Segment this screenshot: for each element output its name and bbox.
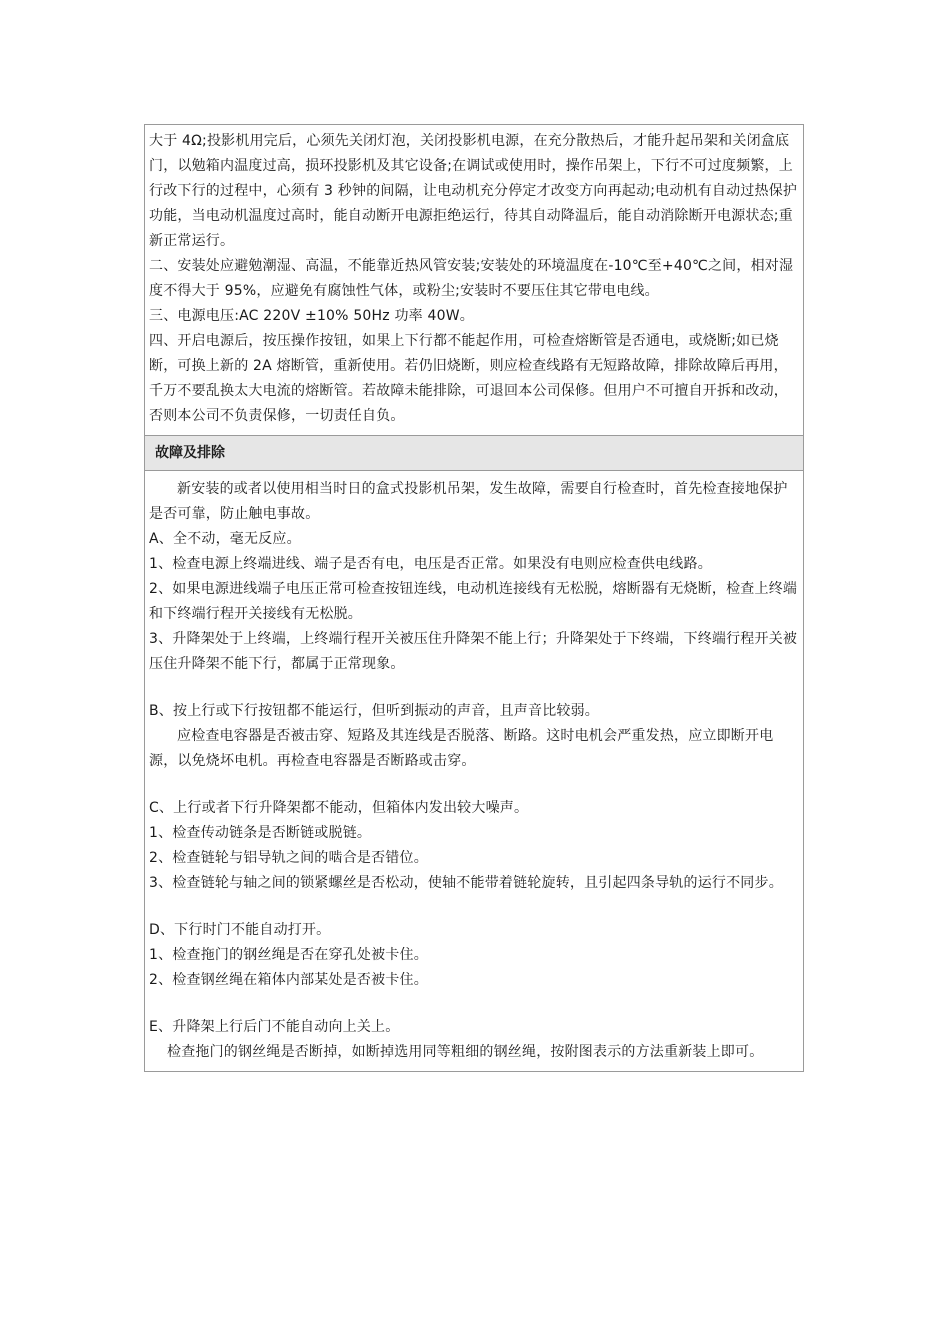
spacer [149, 677, 800, 699]
installation-notes-cell [145, 125, 803, 435]
list-item: 1、检查电源上终端进线、端子是否有电，电压是否正常。如果没有电则应检查供电线路。 [149, 556, 712, 572]
paragraph: 三、电源电压:AC 220V ±10% 50Hz 功率 40W。 [149, 308, 474, 324]
spacer [149, 774, 800, 796]
list-item: 1、检查拖门的钢丝绳是否在穿孔处被卡住。 [149, 947, 428, 963]
item-heading: E、升降架上行后门不能自动向上关上。 [149, 1019, 400, 1035]
paragraph: 检查拖门的钢丝绳是否断掉，如断掉选用同等粗细的钢丝绳，按附图表示的方法重新装上即可。 [167, 1044, 764, 1060]
paragraph: 大于 4Ω;投影机用完后，心须先关闭灯泡，关闭投影机电源，在充分散热后，才能升起吊架和关闭盒底门，以勉箱内温度过高，损环投影机及其它设备;在调试或使用时，操作吊架上，下行不可过度频繁，上行改下行的过程中，心须有 3 秒钟的间隔，让电动机充分停定才改变方向再起动;电动机有自动过热保护功能，当电动机温度过高时，能自动断开电源拒绝运行，待其自动降温后，能自动消除断开电源状态;重新正常运行。 [149, 133, 798, 249]
item-heading: D、下行时门不能自动打开。 [149, 922, 331, 938]
list-item: 2、检查链轮与铝导轨之间的啮合是否错位。 [149, 850, 428, 866]
item-heading: C、上行或者下行升降架都不能动，但箱体内发出较大噪声。 [149, 800, 529, 816]
list-item: 2、如果电源进线端子电压正常可检查按钮连线，电动机连接线有无松脱，熔断器有无烧断，检查上终端和下终端行程开关接线有无松脱。 [149, 581, 798, 622]
item-heading: B、按上行或下行按钮都不能运行，但听到振动的声音，且声音比较弱。 [149, 703, 600, 719]
document-table [144, 124, 804, 1072]
item-heading: A、全不动，毫无反应。 [149, 531, 301, 547]
list-item: 3、检查链轮与轴之间的锁紧螺丝是否松动，使轴不能带着链轮旋转，且引起四条导轨的运行不同步。 [149, 875, 783, 891]
paragraph: 应检查电容器是否被击穿、短路及其连线是否脱落、断路。这时电机会严重发热，应立即断开电源，以免烧坏电机。再检查电容器是否断路或击穿。 [149, 728, 774, 769]
paragraph: 二、安装处应避勉潮湿、高温，不能靠近热风管安装;安装处的环境温度在-10℃至+40℃之间，相对湿度不得大于 95%，应避免有腐蚀性气体，或粉尘;安装时不要压住其它带电电线。 [149, 258, 794, 299]
section-title: 故障及排除 [145, 435, 803, 471]
paragraph: 四、开启电源后，按压操作按钮，如果上下行都不能起作用，可检查熔断管是否通电，或烧断;如已烧断，可换上新的 2A 熔断管，重新使用。若仍旧烧断，则应检查线路有无短路故障，排除故障后再用，千万不要乱换太大电流的熔断管。若故障未能排除，可退回本公司保修。但用户不可擅自开拆和改动，否则本公司不负责保修，一切责任自负。 [149, 333, 788, 424]
spacer [149, 993, 800, 1015]
paragraph: 新安装的或者以使用相当时日的盒式投影机吊架，发生故障，需要自行检查时，首先检查接地保护是否可靠，防止触电事故。 [149, 481, 788, 522]
list-item: 1、检查传动链条是否断链或脱链。 [149, 825, 372, 841]
list-item: 2、检查钢丝绳在箱体内部某处是否被卡住。 [149, 972, 428, 988]
spacer [149, 896, 800, 918]
troubleshooting-cell [145, 471, 803, 1071]
list-item: 3、升降架处于上终端，上终端行程开关被压住升降架不能上行；升降架处于下终端，下终端行程开关被压住升降架不能下行，都属于正常现象。 [149, 631, 798, 672]
